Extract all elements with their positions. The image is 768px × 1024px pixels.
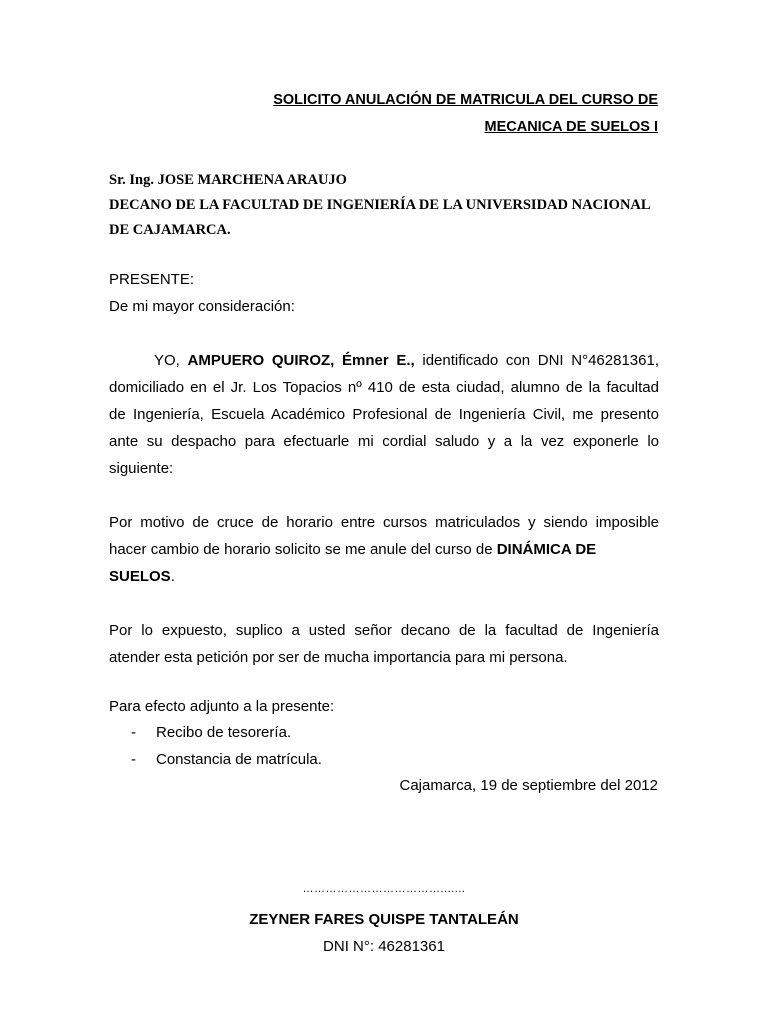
addressee-prefix: Sr. Ing. — [109, 172, 158, 188]
reason-paragraph — [109, 509, 659, 590]
request-line-1: Por lo expuesto, suplico a usted señor decano de la facultad de Ingeniería — [109, 622, 659, 639]
intro-line-4: ante su despacho para efectuarle mi cordial saludo y a la vez exponerle lo — [109, 433, 659, 450]
signature-dots: ………………………………....... — [302, 883, 466, 895]
addressee-position-line-2: DE CAJAMARCA. — [109, 222, 231, 238]
signer-name: ZEYNER FARES QUISPE TANTALEÁN — [249, 911, 519, 928]
title-line-2: MECANICA DE SUELOS I — [484, 119, 658, 135]
greeting-consideracion: De mi mayor consideración: — [109, 298, 295, 315]
request-paragraph — [109, 617, 659, 671]
request-line-2: atender esta petición por ser de mucha importancia para mi persona. — [109, 649, 568, 666]
addressee-name: JOSE MARCHENA ARAUJO — [157, 172, 347, 188]
signer-dni: DNI N°: 46281361 — [323, 938, 445, 955]
reason-line-3: SUELOS. — [109, 568, 175, 585]
course-name-part2: SUELOS — [109, 568, 171, 585]
intro-line-2: domiciliado en el Jr. Los Topacios nº 410 de esta ciudad, alumno de la facultad — [109, 379, 659, 396]
date-line: Cajamarca, 19 de septiembre del 2012 — [399, 777, 658, 794]
intro-line-3: de Ingeniería, Escuela Académico Profesional de Ingeniería Civil, me presento — [109, 406, 659, 423]
attachments-intro: Para efecto adjunto a la presente: — [109, 698, 335, 715]
course-name-part1: DINÁMICA DE — [496, 541, 597, 558]
intro-line-5: siguiente: — [109, 460, 174, 477]
addressee-name-line — [109, 172, 347, 189]
attachment-item: - Constancia de matrícula. — [131, 751, 322, 768]
reason-line-1: Por motivo de cruce de horario entre cursos matriculados y siendo imposible — [109, 514, 659, 531]
attachment-item: - Recibo de tesorería. — [131, 724, 292, 741]
attachment-label: Recibo de tesorería. — [156, 724, 292, 741]
reason-line-2: hacer cambio de horario solicito se me anule del curso de DINÁMICA DE — [109, 541, 597, 558]
intro-line-1: YO, AMPUERO QUIROZ, Émner E., identificado con DNI N°46281361, — [154, 352, 659, 369]
student-name: AMPUERO QUIROZ, Émner E., — [187, 352, 415, 369]
title-line-1: SOLICITO ANULACIÓN DE MATRICULA DEL CURSO DE — [273, 92, 658, 108]
intro-paragraph — [109, 347, 659, 482]
addressee-position-line-1: DECANO DE LA FACULTAD DE INGENIERÍA DE LA UNIVERSIDAD NACIONAL — [109, 197, 651, 213]
greeting-presente: PRESENTE: — [109, 271, 195, 288]
attachment-label: Constancia de matrícula. — [156, 751, 322, 768]
